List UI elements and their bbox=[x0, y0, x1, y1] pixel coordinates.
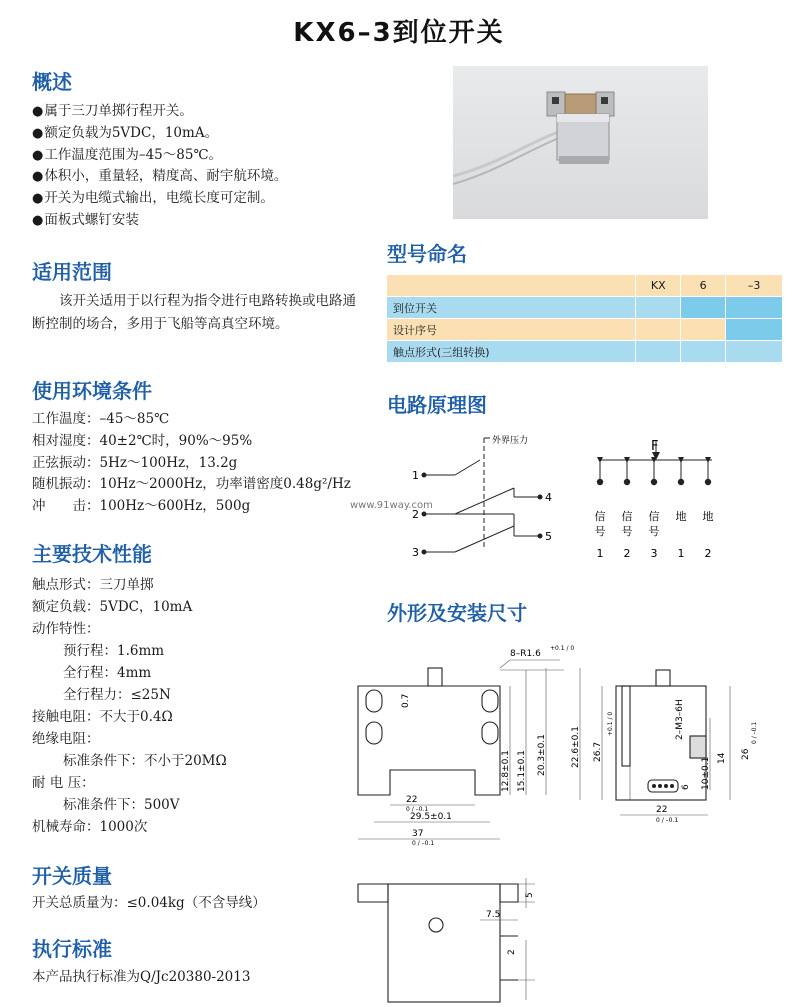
model-row bbox=[387, 341, 783, 363]
environment-item: 相对湿度：40±2℃时，90%～95% bbox=[32, 432, 253, 449]
overview-item: ● 面板式螺钉安装 bbox=[32, 210, 287, 232]
circuit-diagram bbox=[350, 430, 720, 565]
specs-item: 机械寿命：1000次 bbox=[32, 819, 148, 835]
model-row-label: 触点形式(三组转换) bbox=[387, 341, 636, 363]
specs-item: 接触电阻：不大于0.4Ω bbox=[32, 709, 173, 725]
specs-item: 标准条件下：不小于20MΩ bbox=[63, 753, 227, 769]
dim-tolerance: +0.1 / 0 bbox=[550, 645, 575, 652]
dimension-drawings bbox=[350, 640, 790, 1005]
dim-label: 6 bbox=[681, 784, 691, 790]
terminal-number: 2 bbox=[704, 547, 712, 560]
terminal-label: 地 bbox=[675, 510, 687, 523]
specs-item: 标准条件下：500V bbox=[63, 797, 180, 813]
dim-label: 2 bbox=[507, 949, 517, 955]
environment-item: 冲 击：100Hz～600Hz，500g bbox=[32, 498, 251, 515]
product-photo bbox=[453, 66, 708, 219]
switch-photo-drawing bbox=[453, 66, 708, 219]
standard-text: 本产品执行标准为Q/Jc20380-2013 bbox=[32, 969, 251, 985]
pin-label: 1 bbox=[412, 469, 419, 482]
terminal-dot bbox=[678, 479, 684, 485]
dim-label: 8–R1.6 bbox=[510, 649, 541, 659]
environment-heading: 使用环境条件 bbox=[32, 379, 152, 403]
terminal-label: 信号 bbox=[594, 510, 606, 538]
scope-heading: 适用范围 bbox=[32, 260, 112, 284]
specs-item: 触点形式：三刀单掷 bbox=[32, 577, 154, 593]
scope-text: 该开关适用于以行程为指令进行电路转换或电路通断控制的场合，多用于飞船等高真空环境。 bbox=[32, 293, 356, 332]
dim-tolerance: 0 / –0.1 bbox=[406, 806, 429, 813]
terminal-label: 信号 bbox=[648, 510, 660, 538]
terminal-number: 1 bbox=[596, 547, 604, 560]
dim-label: 15.1±0.1 bbox=[517, 750, 527, 792]
dim-tolerance: 0 / –0.1 bbox=[751, 721, 758, 744]
model-table bbox=[386, 274, 783, 363]
dim-tolerance: +0.1 / 0 bbox=[607, 711, 614, 736]
external-force-label: 外界压力 bbox=[492, 436, 529, 446]
specs-item: 动作特性： bbox=[32, 621, 100, 637]
pin-label: 3 bbox=[412, 546, 419, 559]
page-title: KX6–3到位开关 bbox=[293, 18, 505, 48]
model-heading: 型号命名 bbox=[387, 242, 467, 266]
terminal-number: 1 bbox=[677, 547, 685, 560]
terminal-dot bbox=[624, 479, 630, 485]
dim-label: 37 bbox=[412, 829, 424, 839]
dim-label: 22.6±0.1 bbox=[571, 726, 581, 768]
specs-item: 全行程：4mm bbox=[63, 665, 152, 681]
model-row-label: 到位开关 bbox=[387, 297, 636, 319]
dim-label: 5 bbox=[525, 892, 535, 898]
dim-tolerance: 0 / –0.1 bbox=[412, 840, 435, 847]
pin-label: 4 bbox=[545, 491, 552, 504]
terminal-group bbox=[595, 457, 714, 560]
terminal-dot bbox=[705, 479, 711, 485]
standard-heading: 执行标准 bbox=[32, 937, 112, 961]
mass-text: 开关总质量为：≤0.04kg（不含导线） bbox=[32, 895, 266, 911]
specs-heading: 主要技术性能 bbox=[32, 542, 152, 566]
specs-item: 额定负载：5VDC，10mA bbox=[32, 599, 193, 615]
dim-label: 12.8±0.1 bbox=[501, 750, 511, 792]
specs-item: 全行程力：≤25N bbox=[63, 687, 171, 703]
specs-item: 绝缘电阻： bbox=[32, 731, 100, 747]
overview-item: ● 开关为电缆式输出，电缆长度可定制。 bbox=[32, 188, 287, 210]
terminal-dot bbox=[651, 479, 657, 485]
model-row bbox=[387, 297, 783, 319]
dim-label: 0.7 bbox=[401, 693, 411, 708]
overview-list bbox=[32, 101, 287, 232]
specs-list bbox=[32, 574, 227, 838]
overview-item: ● 体积小，重量轻，精度高、耐宇航环境。 bbox=[32, 166, 287, 188]
terminal-number: 3 bbox=[650, 547, 658, 560]
model-code: 6 bbox=[681, 275, 726, 297]
dim-label: 22 bbox=[406, 795, 418, 805]
terminal-dot bbox=[597, 479, 603, 485]
dim-label: 10±0.1 bbox=[701, 756, 711, 790]
dimensions-heading: 外形及安装尺寸 bbox=[387, 601, 527, 625]
environment-item: 正弦振动：5Hz～100Hz，13.2g bbox=[32, 454, 238, 471]
pin-label: 2 bbox=[412, 508, 419, 521]
model-row bbox=[387, 319, 783, 341]
terminal-number: 2 bbox=[623, 547, 631, 560]
dim-label: 22 bbox=[656, 805, 668, 815]
model-code-row bbox=[387, 275, 783, 297]
specs-item: 预行程：1.6mm bbox=[63, 643, 165, 659]
model-code: KX bbox=[636, 275, 681, 297]
environment-item: 随机振动：10Hz～2000Hz，功率谱密度0.48g²/Hz bbox=[32, 476, 351, 493]
dim-label: 20.3±0.1 bbox=[537, 734, 547, 776]
terminal-label: 信号 bbox=[621, 510, 633, 538]
overview-item: ● 属于三刀单掷行程开关。 bbox=[32, 101, 287, 123]
pin-label: 5 bbox=[545, 530, 552, 543]
environment-list bbox=[32, 409, 351, 518]
force-label: F bbox=[651, 439, 659, 454]
dim-label: 29.5±0.1 bbox=[410, 812, 452, 822]
dim-label: 26.7 bbox=[593, 741, 603, 762]
specs-item: 耐 电 压： bbox=[32, 775, 95, 791]
overview-heading: 概述 bbox=[32, 70, 72, 94]
watermark: www.91way.com bbox=[350, 500, 433, 511]
model-code: –3 bbox=[726, 275, 783, 297]
dim-tolerance: 0 / –0.1 bbox=[656, 817, 679, 824]
environment-item: 工作温度：–45～85℃ bbox=[32, 411, 170, 427]
dim-label: 2–M3–6H bbox=[675, 699, 685, 740]
model-row-label: 设计序号 bbox=[387, 319, 636, 341]
mass-heading: 开关质量 bbox=[32, 864, 112, 888]
overview-item: ● 额定负载为5VDC，10mA。 bbox=[32, 123, 287, 145]
terminal-label: 地 bbox=[702, 510, 714, 523]
overview-item: ● 工作温度范围为–45～85℃。 bbox=[32, 145, 287, 167]
circuit-heading: 电路原理图 bbox=[387, 393, 487, 417]
dim-label: 14 bbox=[717, 752, 727, 764]
dim-label: 7.5 bbox=[486, 910, 501, 920]
dim-label: 26 bbox=[741, 748, 751, 760]
